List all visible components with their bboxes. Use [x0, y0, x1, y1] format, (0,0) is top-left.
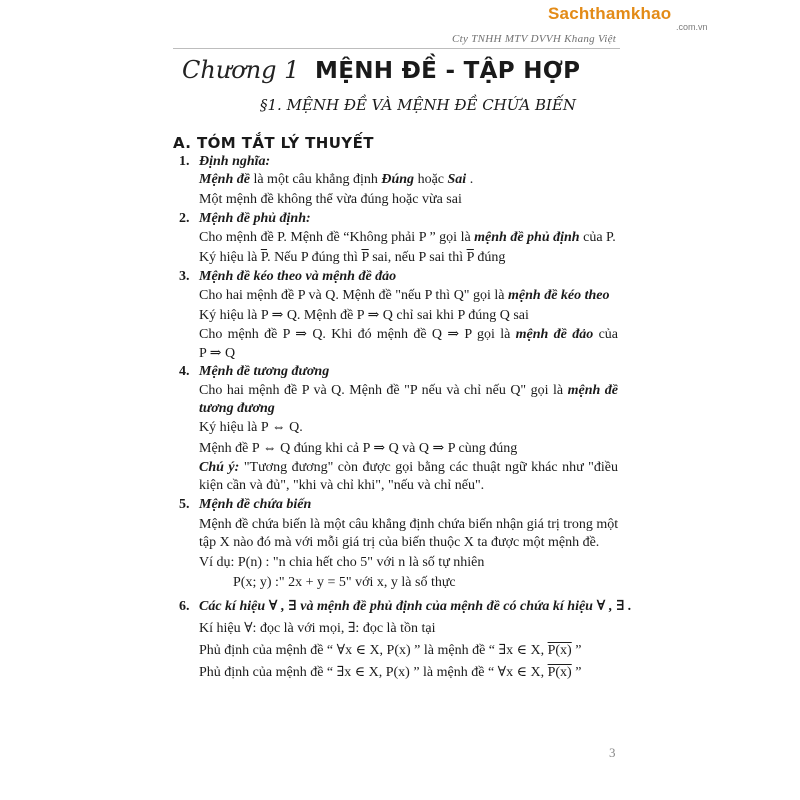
item-heading-4: 4. Mệnh đề tương đương	[179, 364, 330, 379]
item-1-line-2: Một mệnh đề không thể vừa đúng hoặc vừa sai	[199, 192, 462, 207]
item-2-line-1: Cho mệnh đề P. Mệnh đề “Không phải P ” gọi là mệnh đề phủ định của P.	[199, 230, 616, 245]
item-4-note-line-2: kiện cần và đủ", "khi và chỉ khi", "nếu và chỉ nếu".	[199, 478, 485, 493]
part-heading: A. TÓM TẮT LÝ THUYẾT	[173, 134, 374, 152]
chapter-label: Chương 1	[182, 56, 300, 84]
item-5-line-1: Mệnh đề chứa biến là một câu khẳng định chứa biến nhận giá trị trong một	[199, 517, 619, 532]
item-4-line-4: Mệnh đề P ⇔ Q đúng khi cả P ⇒ Q và Q ⇒ P cùng đúng	[199, 441, 518, 456]
item-6-line-1: Kí hiệu ∀: đọc là với mọi, ∃: đọc là tồn tại	[199, 621, 436, 636]
item-4-line-2: tương đương	[199, 401, 275, 416]
item-heading-3: 3. Mệnh đề kéo theo và mệnh đề đảo	[179, 269, 397, 284]
item-3-line-3: Cho mệnh đề P ⇒ Q. Khi đó mệnh đề Q ⇒ P gọi là mệnh đề đảo của	[199, 327, 618, 342]
item-heading-5: 5. Mệnh đề chứa biến	[179, 497, 312, 512]
item-5-example-2: P(x; y) :" 2x + y = 5" với x, y là số thực	[233, 575, 456, 590]
item-1-line-1: Mệnh đề là một câu khẳng định Đúng hoặc Sai .	[199, 172, 474, 187]
item-6-line-2: Phủ định của mệnh đề “ ∀x ∈ X, P(x) ” là mệnh đề “ ∃x ∈ X, P(x) ”	[199, 643, 582, 658]
item-4-line-3: Ký hiệu là P ⇔ Q.	[199, 420, 303, 435]
item-heading-6: 6. Các kí hiệu ∀ , ∃ và mệnh đề phủ định của mệnh đề có chứa kí hiệu ∀ , ∃ .	[179, 599, 632, 614]
item-5-example-1: Ví dụ: P(n) : "n chia hết cho 5" với n là số tự nhiên	[199, 555, 485, 570]
item-4-note-line-1: Chú ý: "Tương đương" còn được gọi bằng các thuật ngữ khác như "điều	[199, 460, 618, 475]
page-number: 3	[609, 745, 616, 760]
item-4-line-1: Cho hai mệnh đề P và Q. Mệnh đề "P nếu và chỉ nếu Q" gọi là mệnh đề	[199, 383, 618, 398]
item-3-line-4: P ⇒ Q	[199, 346, 236, 361]
item-3-line-2: Ký hiệu là P ⇒ Q. Mệnh đề P ⇒ Q chỉ sai khi P đúng Q sai	[199, 308, 529, 323]
publisher-logo-domain: .com.vn	[676, 22, 708, 32]
item-heading-2: 2. Mệnh đề phủ định:	[179, 211, 311, 226]
header-rule	[173, 48, 620, 49]
item-6-line-3: Phủ định của mệnh đề “ ∃x ∈ X, P(x) ” là mệnh đề “ ∀x ∈ X, P(x) ”	[199, 665, 582, 680]
section-title: §1. MỆNH ĐỀ VÀ MỆNH ĐỀ CHỨA BIẾN	[260, 96, 577, 114]
company-name: Cty TNHH MTV DVVH Khang Việt	[452, 33, 617, 45]
item-5-line-2: tập X nào đó mà với mỗi giá trị của biến thuộc X ta được một mệnh đề.	[199, 535, 600, 550]
item-3-line-1: Cho hai mệnh đề P và Q. Mệnh đề "nếu P thì Q" gọi là mệnh đề kéo theo	[199, 288, 610, 303]
item-2-line-2: Ký hiệu là $\overline{P}$. Nếu P đúng thì $\overline{P}$ sai, nếu P sai thì $\overline{P}$ đúng	[199, 250, 506, 265]
item-heading-1: 1. Định nghĩa:	[179, 154, 271, 169]
publisher-logo: Sachthamkhao	[548, 4, 672, 23]
chapter-title: MỆNH ĐỀ - TẬP HỢP	[315, 58, 581, 84]
